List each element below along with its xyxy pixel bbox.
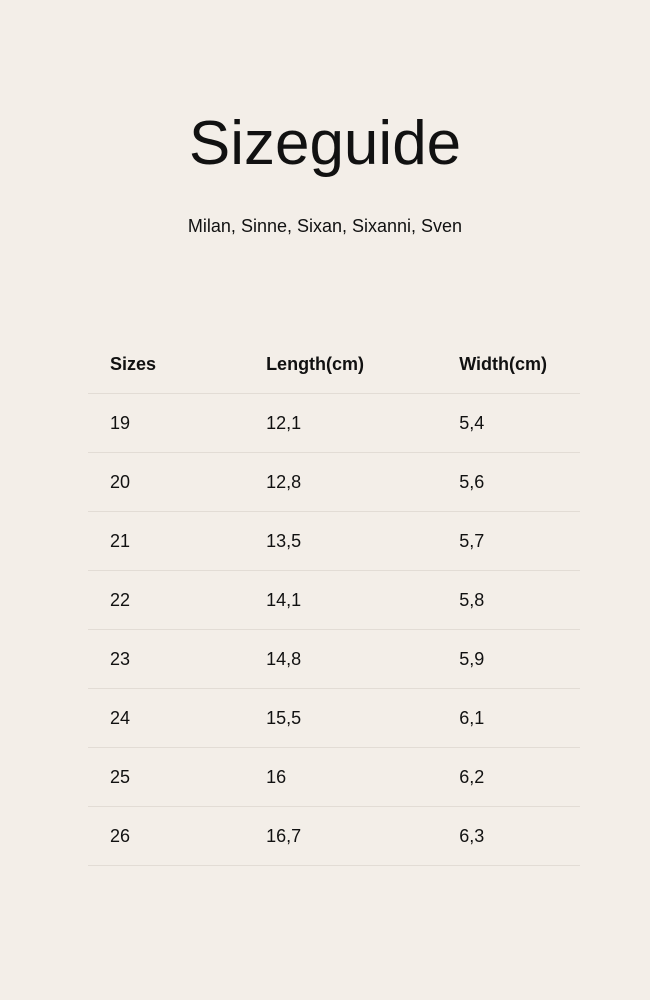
size-cell: 22 <box>88 571 244 630</box>
length-cell: 14,1 <box>244 571 437 630</box>
size-cell: 21 <box>88 512 244 571</box>
width-cell: 5,6 <box>437 453 580 512</box>
header-row <box>88 335 580 394</box>
length-cell: 12,8 <box>244 453 437 512</box>
header-sizes: Sizes <box>88 335 244 394</box>
width-cell: 6,3 <box>437 807 580 866</box>
size-cell: 26 <box>88 807 244 866</box>
length-cell: 16,7 <box>244 807 437 866</box>
table-row <box>88 571 580 630</box>
width-cell: 5,7 <box>437 512 580 571</box>
product-list-subtitle: Milan, Sinne, Sixan, Sixanni, Sven <box>187 216 463 236</box>
size-cell: 20 <box>88 453 244 512</box>
table-row <box>88 630 580 689</box>
table-row <box>88 689 580 748</box>
header-width: Width(cm) <box>437 335 580 394</box>
size-cell: 23 <box>88 630 244 689</box>
header-length: Length(cm) <box>244 335 437 394</box>
width-cell: 5,8 <box>437 571 580 630</box>
length-cell: 16 <box>244 748 437 807</box>
size-table-header <box>88 335 580 394</box>
size-cell: 24 <box>88 689 244 748</box>
table-row <box>88 453 580 512</box>
length-cell: 12,1 <box>244 394 437 453</box>
length-cell: 15,5 <box>244 689 437 748</box>
width-cell: 6,1 <box>437 689 580 748</box>
size-table-body <box>88 394 580 866</box>
table-row <box>88 394 580 453</box>
width-cell: 6,2 <box>437 748 580 807</box>
table-row <box>88 807 580 866</box>
size-table <box>88 335 580 866</box>
size-cell: 25 <box>88 748 244 807</box>
table-row <box>88 748 580 807</box>
size-cell: 19 <box>88 394 244 453</box>
length-cell: 13,5 <box>244 512 437 571</box>
length-cell: 14,8 <box>244 630 437 689</box>
width-cell: 5,4 <box>437 394 580 453</box>
table-row <box>88 512 580 571</box>
width-cell: 5,9 <box>437 630 580 689</box>
page-title: Sizeguide <box>188 109 462 178</box>
